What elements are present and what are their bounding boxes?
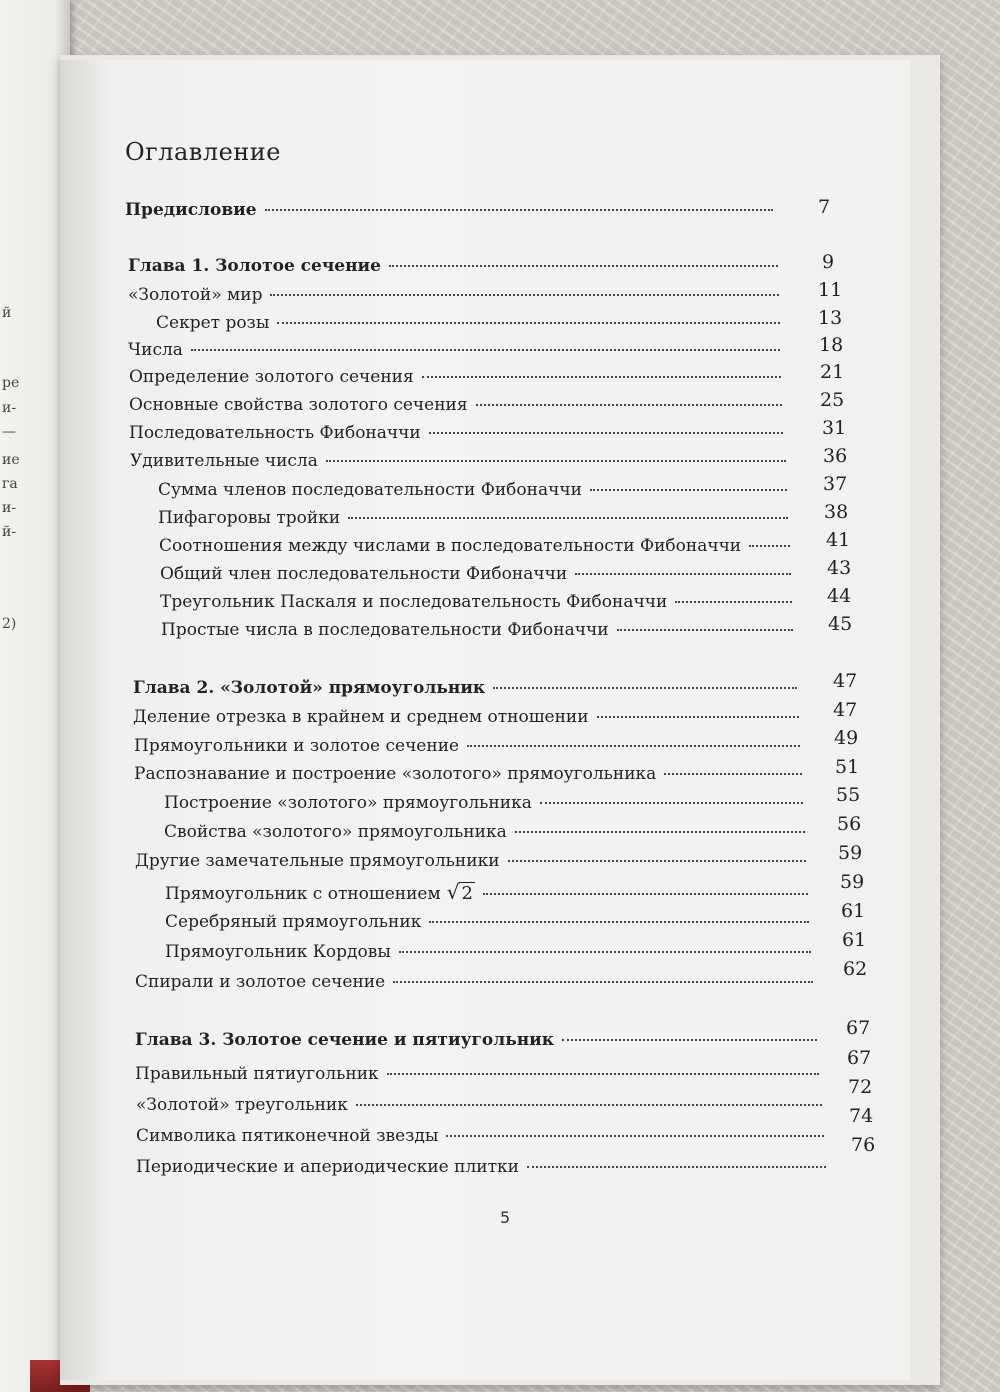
toc-entry-text: Прямоугольник с отношением	[165, 884, 441, 904]
leader-dots	[527, 1165, 826, 1168]
leader-dots	[389, 264, 778, 267]
toc-entry-text: Глава 2. «Золотой» прямоугольник	[133, 678, 486, 698]
toc-page-number: 45	[828, 613, 853, 635]
leader-dots	[675, 600, 792, 603]
toc-entry-text: Числа	[128, 340, 183, 360]
toc-entry	[129, 395, 786, 423]
leader-dots	[191, 348, 780, 351]
square-root-argument: 2	[461, 883, 473, 904]
left-page-fragment: ие	[2, 452, 20, 468]
toc-entry-text: Серебряный прямоугольник	[165, 912, 422, 932]
leader-dots	[393, 980, 813, 983]
toc-page-number: 47	[833, 670, 858, 692]
toc-entry	[130, 451, 790, 479]
toc-entry	[128, 256, 782, 284]
toc-page-number: 74	[849, 1105, 874, 1127]
leader-dots	[617, 628, 793, 631]
leader-dots	[265, 208, 773, 211]
toc-title: Оглавление	[125, 138, 281, 166]
page-folio-number: 5	[500, 1208, 511, 1227]
left-page-fragment: га	[2, 476, 18, 492]
toc-entry	[125, 200, 777, 228]
toc-page-number: 59	[838, 842, 863, 864]
toc-entry	[165, 942, 815, 970]
leader-dots	[515, 830, 805, 833]
leader-dots	[483, 892, 808, 895]
toc-entry	[135, 1064, 823, 1092]
toc-entry	[165, 880, 812, 908]
toc-page-number: 55	[836, 784, 861, 806]
leader-dots	[493, 686, 797, 689]
leader-dots	[429, 920, 809, 923]
toc-entry-text: Предисловие	[125, 200, 257, 220]
toc-page-number: 47	[833, 699, 858, 721]
toc-page-number: 37	[823, 473, 848, 495]
toc-entry-text: Прямоугольник Кордовы	[165, 942, 391, 962]
toc-entry	[158, 508, 792, 536]
toc-entry	[135, 1030, 821, 1058]
toc-entry-text: Правильный пятиугольник	[135, 1064, 379, 1084]
toc-entry-text: Символика пятиконечной звезды	[136, 1126, 439, 1146]
leader-dots	[590, 488, 787, 491]
toc-page-number: 44	[827, 585, 852, 607]
toc-entry-text: Глава 3. Золотое сечение и пятиугольник	[135, 1030, 555, 1050]
toc-entry-text: Основные свойства золотого сечения	[129, 395, 468, 415]
left-page-fragment: и-	[2, 400, 17, 416]
toc-entry	[156, 313, 784, 341]
left-page-fragment: й	[2, 305, 12, 321]
toc-entry	[158, 480, 791, 508]
toc-entry	[136, 1157, 830, 1185]
toc-entry-text: Другие замечательные прямоугольники	[135, 851, 500, 871]
toc-entry-text: Треугольник Паскаля и последовательность Фибоначчи	[160, 592, 668, 612]
toc-entry	[161, 620, 797, 648]
toc-entry	[164, 793, 807, 821]
toc-page-number: 11	[818, 279, 843, 301]
leader-dots	[277, 321, 780, 324]
toc-page-number: 31	[822, 417, 847, 439]
leader-dots	[422, 375, 781, 378]
toc-entry	[135, 972, 817, 1000]
toc-page-number: 13	[818, 307, 843, 329]
toc-page-number: 43	[827, 557, 852, 579]
toc-entry	[133, 707, 803, 735]
leader-dots	[749, 544, 790, 547]
toc-entry-text: Пифагоровы тройки	[158, 508, 341, 528]
toc-entry	[160, 592, 796, 620]
toc-entry-text: «Золотой» треугольник	[136, 1095, 348, 1115]
leader-dots	[326, 459, 786, 462]
left-page-fragment: и-	[2, 500, 17, 516]
toc-entry-text: Распознавание и построение «золотого» прямоугольника	[134, 764, 657, 784]
leader-dots	[270, 293, 779, 296]
left-page-fragment: ре	[2, 375, 20, 391]
toc-entry-text: Общий член последовательности Фибоначчи	[160, 564, 568, 584]
toc-page-number: 67	[847, 1047, 872, 1069]
left-page-fragment: —	[2, 424, 16, 440]
toc-entry-text: Соотношения между числами в последовательности Фибоначчи	[159, 536, 742, 556]
toc-entry	[128, 340, 784, 368]
toc-page-number: 56	[837, 813, 862, 835]
toc-entry-text: Глава 1. Золотое сечение	[128, 256, 381, 276]
toc-page-number: 49	[834, 727, 859, 749]
toc-entry-text: «Золотой» мир	[128, 285, 263, 305]
toc-entry	[136, 1126, 828, 1154]
leader-dots	[429, 431, 783, 434]
toc-entry	[135, 851, 810, 879]
toc-entry-text: Периодические и апериодические плитки	[136, 1157, 519, 1177]
toc-page-number: 7	[818, 196, 831, 218]
toc-entry-text: Последовательность Фибоначчи	[129, 423, 421, 443]
leader-dots	[540, 801, 803, 804]
toc-page-number: 62	[843, 958, 868, 980]
toc-entry	[136, 1095, 826, 1123]
leader-dots	[664, 772, 802, 775]
left-page-fragment: й-	[2, 524, 17, 540]
toc-page-number: 18	[819, 334, 844, 356]
toc-page-number: 59	[840, 871, 865, 893]
toc-page-number: 9	[822, 251, 835, 273]
leader-dots	[508, 859, 806, 862]
toc-entry-text: Удивительные числа	[130, 451, 318, 471]
toc-page-number: 61	[841, 900, 866, 922]
leader-dots	[446, 1134, 824, 1137]
toc-page-number: 61	[842, 929, 867, 951]
toc-page-number: 36	[823, 445, 848, 467]
toc-page-number: 41	[826, 529, 851, 551]
toc-page-number: 51	[835, 756, 860, 778]
toc-entry-text: Построение «золотого» прямоугольника	[164, 793, 532, 813]
toc-entry-text: Свойства «золотого» прямоугольника	[164, 822, 507, 842]
toc-entry	[128, 285, 783, 313]
toc-entry	[129, 423, 787, 451]
square-root-symbol: √ 2	[446, 880, 473, 904]
toc-entry	[129, 367, 785, 395]
toc-page-number: 67	[846, 1017, 871, 1039]
toc-page-number: 72	[848, 1076, 873, 1098]
leader-dots	[348, 516, 788, 519]
leader-dots	[467, 744, 800, 747]
toc-page-number: 25	[820, 389, 845, 411]
leader-dots	[562, 1038, 817, 1041]
toc-page-number: 76	[851, 1134, 876, 1156]
leader-dots	[356, 1103, 822, 1106]
left-page-fragment: 2)	[2, 616, 17, 632]
toc-entry	[134, 736, 804, 764]
toc-entry-text: Прямоугольники и золотое сечение	[134, 736, 460, 756]
toc-entry-text: Деление отрезка в крайнем и среднем отношении	[133, 707, 589, 727]
leader-dots	[597, 715, 799, 718]
toc-entry-text: Простые числа в последовательности Фибоначчи	[161, 620, 609, 640]
leader-dots	[575, 572, 791, 575]
toc-entry-text: Сумма членов последовательности Фибоначчи	[158, 480, 582, 500]
toc-entry	[165, 912, 813, 940]
toc-entry-text: Секрет розы	[156, 313, 270, 333]
toc-entry	[134, 764, 806, 792]
leader-dots	[399, 950, 811, 953]
toc-entry-text: Определение золотого сечения	[129, 367, 414, 387]
toc-page-number: 21	[820, 361, 845, 383]
leader-dots	[476, 403, 782, 406]
toc-entry	[133, 678, 801, 706]
toc-entry	[159, 536, 794, 564]
toc-page-number: 38	[824, 501, 849, 523]
leader-dots	[387, 1072, 819, 1075]
toc-entry	[164, 822, 809, 850]
toc-entry	[160, 564, 795, 592]
toc-entry-text: Спирали и золотое сечение	[135, 972, 386, 992]
